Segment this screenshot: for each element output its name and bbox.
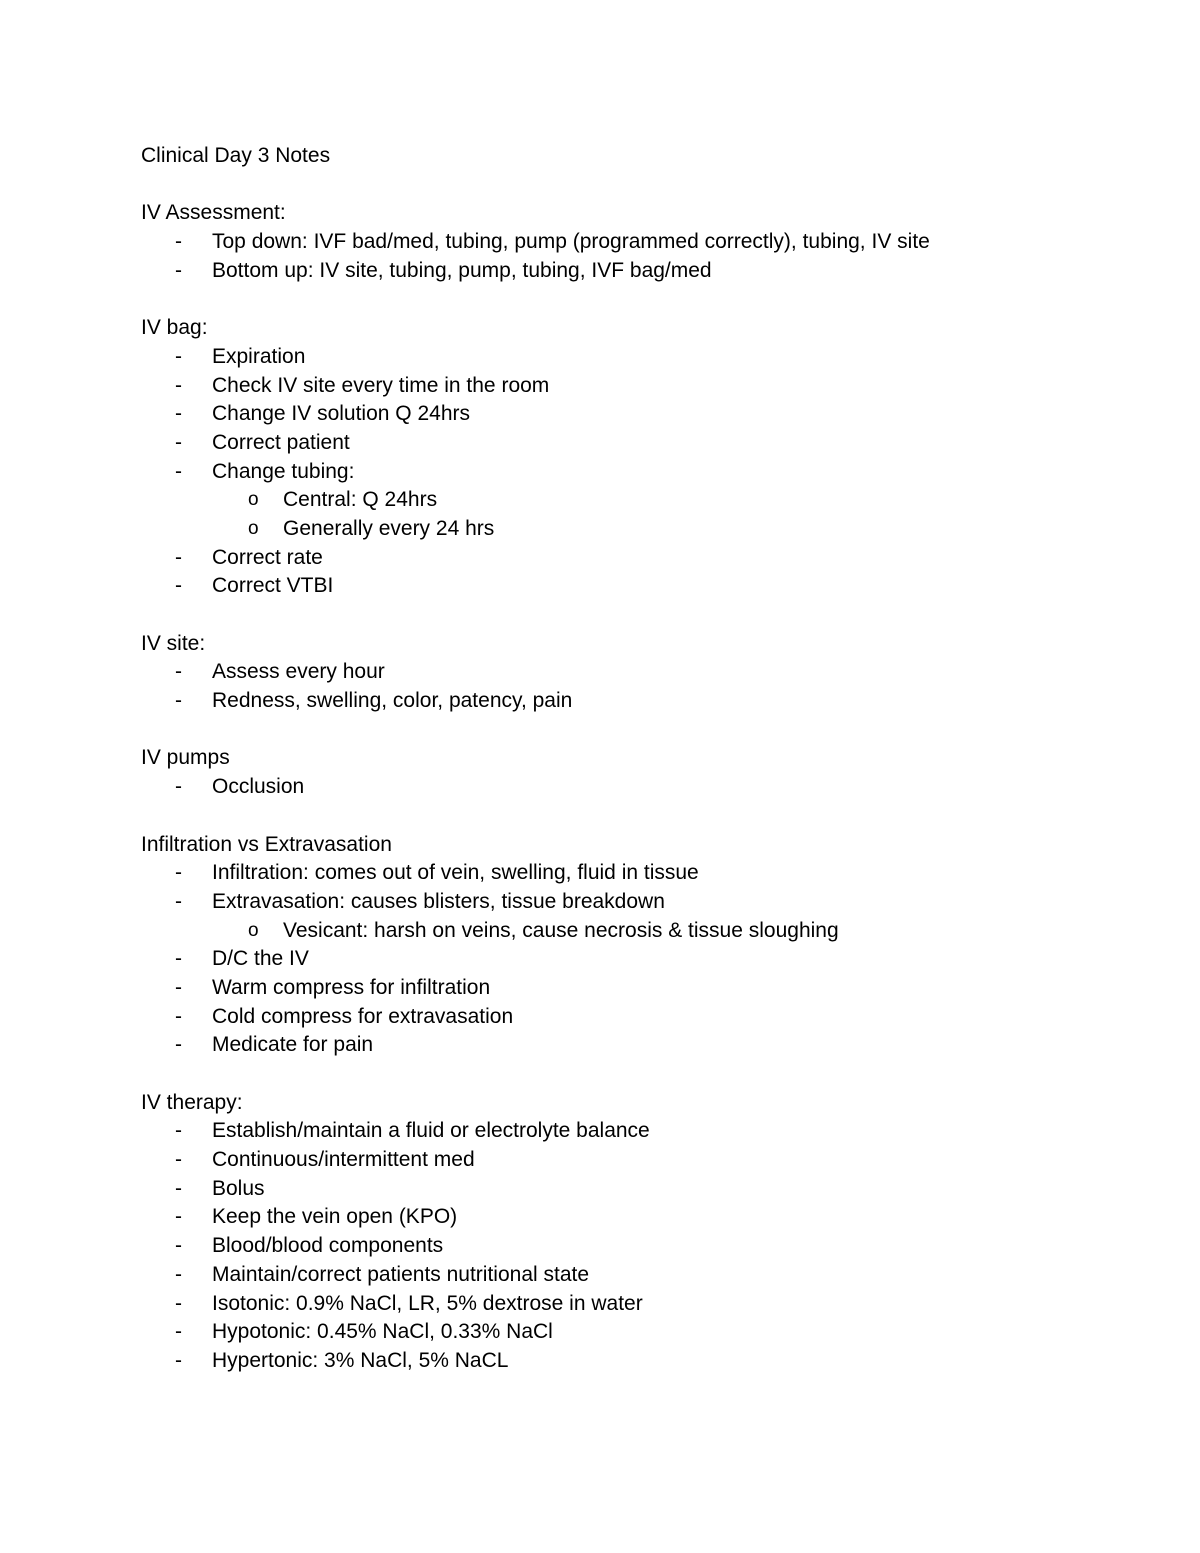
document-body <box>141 142 1091 1376</box>
dash-bullet-icon: - <box>175 889 182 913</box>
section-spacer <box>141 285 1091 314</box>
list-item <box>141 1261 1091 1290</box>
section-spacer <box>141 802 1091 831</box>
dash-bullet-icon: - <box>175 459 182 483</box>
dash-bullet-icon: - <box>175 1234 182 1258</box>
section-heading: IV site: <box>141 631 206 655</box>
list-item <box>141 888 1091 917</box>
list-item <box>141 372 1091 401</box>
list-item <box>141 1003 1091 1032</box>
list-item-text: Medicate for pain <box>212 1033 374 1057</box>
dash-bullet-icon: - <box>175 975 182 999</box>
section-heading: IV bag: <box>141 316 208 340</box>
list-item <box>141 228 1091 257</box>
list-item-text: Bolus <box>212 1176 265 1200</box>
list-item <box>141 1175 1091 1204</box>
list-item <box>141 1203 1091 1232</box>
section-spacer <box>141 1060 1091 1089</box>
list-item-text: Top down: IVF bad/med, tubing, pump (programmed correctly), tubing, IV site <box>212 230 930 254</box>
list-item <box>141 1031 1091 1060</box>
list-item <box>141 1146 1091 1175</box>
list-item-text: Hypotonic: 0.45% NaCl, 0.33% NaCl <box>212 1320 553 1344</box>
dash-bullet-icon: - <box>175 1262 182 1286</box>
list-item-text: Correct VTBI <box>212 574 334 598</box>
section-spacer <box>141 716 1091 745</box>
list-item-text: Cold compress for extravasation <box>212 1004 514 1028</box>
dash-bullet-icon: - <box>175 230 182 254</box>
list-item-text: Central: Q 24hrs <box>283 488 438 512</box>
list-item-text: Generally every 24 hrs <box>283 516 495 540</box>
list-item-text: Hypertonic: 3% NaCl, 5% NaCL <box>212 1348 509 1372</box>
dash-bullet-icon: - <box>175 402 182 426</box>
list-item-text: Check IV site every time in the room <box>212 373 550 397</box>
list-item-text: Continuous/intermittent med <box>212 1148 475 1172</box>
dash-bullet-icon: - <box>175 861 182 885</box>
circle-bullet-icon: o <box>248 489 259 511</box>
dash-bullet-icon: - <box>175 947 182 971</box>
list-item-text: D/C the IV <box>212 947 309 971</box>
list-item <box>141 343 1091 372</box>
circle-bullet-icon: o <box>248 919 259 941</box>
dash-bullet-icon: - <box>175 1320 182 1344</box>
list-item <box>141 572 1091 601</box>
list-item <box>141 773 1091 802</box>
section-heading: IV Assessment: <box>141 201 286 225</box>
dash-bullet-icon: - <box>175 1205 182 1229</box>
list-item-text: Extravasation: causes blisters, tissue breakdown <box>212 889 665 913</box>
dash-bullet-icon: - <box>175 344 182 368</box>
list-item <box>141 400 1091 429</box>
list-item-text: Expiration <box>212 344 306 368</box>
dash-bullet-icon: - <box>175 775 182 799</box>
list-item-text: Isotonic: 0.9% NaCl, LR, 5% dextrose in water <box>212 1291 643 1315</box>
sub-list-item <box>141 917 1091 946</box>
list-item-text: Blood/blood components <box>212 1234 444 1258</box>
section-heading: IV pumps <box>141 746 230 770</box>
dash-bullet-icon: - <box>175 1119 182 1143</box>
dash-bullet-icon: - <box>175 1033 182 1057</box>
list-item <box>141 544 1091 573</box>
page-title: Clinical Day 3 Notes <box>141 144 331 167</box>
list-item-text: Maintain/correct patients nutritional state <box>212 1262 590 1286</box>
list-item <box>141 257 1091 286</box>
dash-bullet-icon: - <box>175 574 182 598</box>
list-item <box>141 458 1091 487</box>
list-item <box>141 859 1091 888</box>
list-item-text: Change IV solution Q 24hrs <box>212 402 470 426</box>
list-item-text: Correct patient <box>212 430 350 454</box>
list-item-text: Establish/maintain a fluid or electrolyte balance <box>212 1119 650 1143</box>
list-item <box>141 1318 1091 1347</box>
section-heading: Infiltration vs Extravasation <box>141 832 392 856</box>
dash-bullet-icon: - <box>175 689 182 713</box>
list-item-text: Bottom up: IV site, tubing, pump, tubing, IVF bag/med <box>212 258 712 282</box>
sub-list-item <box>141 486 1091 515</box>
list-item <box>141 1117 1091 1146</box>
list-item-text: Change tubing: <box>212 459 355 483</box>
list-item-text: Warm compress for infiltration <box>212 975 491 999</box>
list-item-text: Infiltration: comes out of vein, swelling, fluid in tissue <box>212 861 699 885</box>
list-item <box>141 945 1091 974</box>
dash-bullet-icon: - <box>175 660 182 684</box>
section-spacer <box>141 171 1091 200</box>
list-item-text: Keep the vein open (KPO) <box>212 1205 458 1229</box>
list-item <box>141 1290 1091 1319</box>
list-item-text: Vesicant: harsh on veins, cause necrosis & tissue sloughing <box>283 918 839 942</box>
list-item <box>141 429 1091 458</box>
list-item-text: Redness, swelling, color, patency, pain <box>212 689 573 713</box>
section-heading: IV therapy: <box>141 1090 243 1114</box>
dash-bullet-icon: - <box>175 1348 182 1372</box>
circle-bullet-icon: o <box>248 517 259 539</box>
list-item-text: Assess every hour <box>212 660 385 684</box>
section-spacer <box>141 601 1091 630</box>
sub-list-item <box>141 515 1091 544</box>
dash-bullet-icon: - <box>175 1176 182 1200</box>
dash-bullet-icon: - <box>175 545 182 569</box>
list-item-text: Correct rate <box>212 545 323 569</box>
dash-bullet-icon: - <box>175 373 182 397</box>
dash-bullet-icon: - <box>175 1291 182 1315</box>
list-item <box>141 658 1091 687</box>
list-item <box>141 1232 1091 1261</box>
dash-bullet-icon: - <box>175 1148 182 1172</box>
dash-bullet-icon: - <box>175 430 182 454</box>
list-item-text: Occlusion <box>212 775 305 799</box>
dash-bullet-icon: - <box>175 1004 182 1028</box>
list-item <box>141 687 1091 716</box>
list-item <box>141 974 1091 1003</box>
list-item <box>141 1347 1091 1376</box>
dash-bullet-icon: - <box>175 258 182 282</box>
